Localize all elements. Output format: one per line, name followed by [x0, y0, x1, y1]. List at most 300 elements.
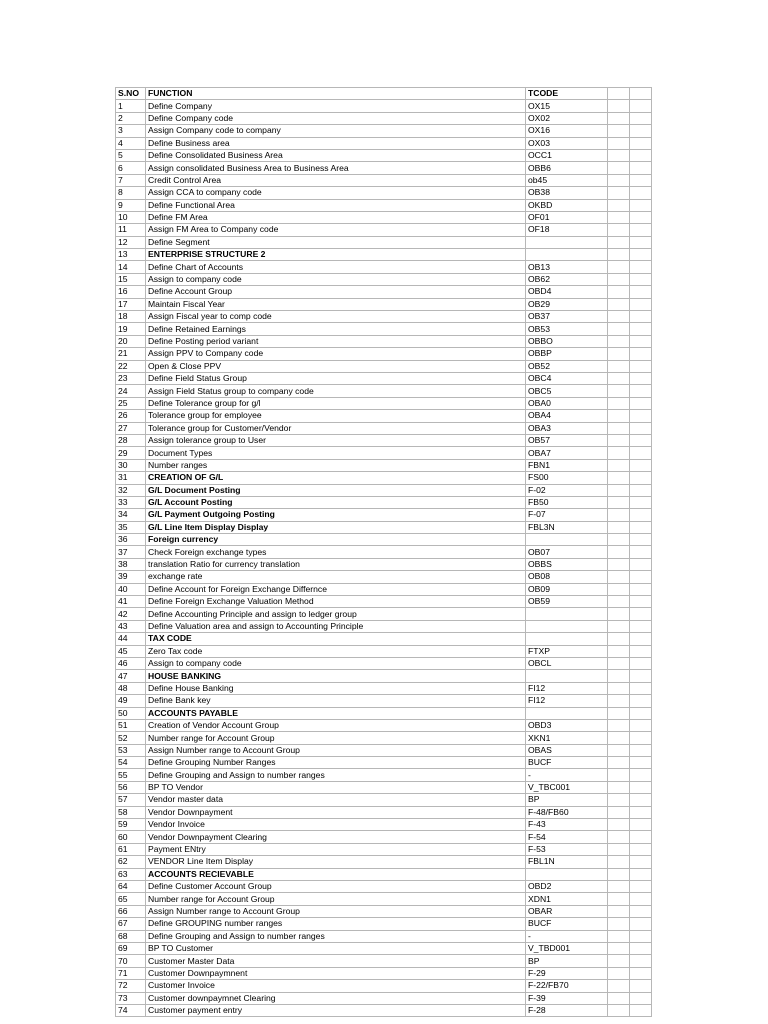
empty-cell	[630, 905, 652, 917]
empty-cell	[630, 112, 652, 124]
function-cell: TAX CODE	[146, 633, 526, 645]
table-row	[116, 112, 652, 124]
empty-cell	[630, 187, 652, 199]
tcode-cell: FS00	[526, 472, 608, 484]
function-cell: Open & Close PPV	[146, 360, 526, 372]
sno-cell: 37	[116, 546, 146, 558]
tcode-cell: FBL1N	[526, 856, 608, 868]
sno-cell: 21	[116, 348, 146, 360]
tcode-cell: OF18	[526, 224, 608, 236]
empty-cell	[608, 955, 630, 967]
table-row	[116, 571, 652, 583]
tcode-cell: OBAS	[526, 744, 608, 756]
sno-cell: 65	[116, 893, 146, 905]
empty-cell	[608, 1004, 630, 1016]
empty-cell	[630, 670, 652, 682]
sno-cell: 24	[116, 385, 146, 397]
table-row	[116, 819, 652, 831]
tcode-cell: BP	[526, 955, 608, 967]
function-cell: Define Foreign Exchange Valuation Method	[146, 596, 526, 608]
tcode-cell: OBBO	[526, 335, 608, 347]
tcode-cell: FI12	[526, 682, 608, 694]
tcode-cell: OBA0	[526, 397, 608, 409]
empty-cell	[608, 211, 630, 223]
function-cell: ACCOUNTS RECIEVABLE	[146, 868, 526, 880]
sno-cell: 33	[116, 496, 146, 508]
empty-cell	[630, 422, 652, 434]
sno-cell: 22	[116, 360, 146, 372]
empty-cell	[608, 819, 630, 831]
empty-cell	[608, 112, 630, 124]
sno-cell: 19	[116, 323, 146, 335]
function-cell: Maintain Fiscal Year	[146, 298, 526, 310]
tcode-cell: OB59	[526, 596, 608, 608]
function-cell: Define Company	[146, 100, 526, 112]
table-row	[116, 769, 652, 781]
table-row	[116, 125, 652, 137]
empty-cell	[608, 224, 630, 236]
empty-cell	[630, 794, 652, 806]
empty-cell	[608, 273, 630, 285]
tcode-cell	[526, 868, 608, 880]
tcode-cell: F-39	[526, 992, 608, 1004]
empty-cell	[630, 980, 652, 992]
table-row	[116, 298, 652, 310]
empty-cell	[630, 149, 652, 161]
table-row	[116, 620, 652, 632]
empty-cell	[630, 930, 652, 942]
empty-cell	[608, 732, 630, 744]
sno-cell: 56	[116, 781, 146, 793]
empty-cell	[608, 149, 630, 161]
empty-cell	[630, 534, 652, 546]
tcode-cell: ob45	[526, 174, 608, 186]
sno-cell: 49	[116, 695, 146, 707]
function-cell: Define GROUPING number ranges	[146, 918, 526, 930]
empty-cell	[608, 856, 630, 868]
function-cell: Customer downpaymnet Clearing	[146, 992, 526, 1004]
empty-cell	[608, 769, 630, 781]
tcode-cell: F-53	[526, 843, 608, 855]
sno-cell: 20	[116, 335, 146, 347]
table-row	[116, 657, 652, 669]
table-row	[116, 385, 652, 397]
sno-cell: 71	[116, 967, 146, 979]
empty-cell	[630, 682, 652, 694]
empty-cell	[630, 372, 652, 384]
table-row	[116, 806, 652, 818]
sno-cell: 39	[116, 571, 146, 583]
tcode-cell: OBCL	[526, 657, 608, 669]
sno-cell: 12	[116, 236, 146, 248]
empty-cell	[608, 967, 630, 979]
empty-cell	[608, 583, 630, 595]
sno-cell: 69	[116, 942, 146, 954]
function-cell: Assign Fiscal year to comp code	[146, 311, 526, 323]
empty-cell	[630, 162, 652, 174]
table-row	[116, 707, 652, 719]
tcode-cell: F-22/FB70	[526, 980, 608, 992]
table-row	[116, 211, 652, 223]
tcode-cell	[526, 608, 608, 620]
function-cell: BP TO Vendor	[146, 781, 526, 793]
sno-cell: 32	[116, 484, 146, 496]
empty-cell	[630, 199, 652, 211]
table-row	[116, 410, 652, 422]
empty-cell	[630, 744, 652, 756]
empty-cell	[630, 881, 652, 893]
table-row	[116, 992, 652, 1004]
sno-cell: 73	[116, 992, 146, 1004]
empty-cell	[630, 992, 652, 1004]
tcode-cell: OBA4	[526, 410, 608, 422]
tcode-cell: OBC5	[526, 385, 608, 397]
tcode-cell: FBL3N	[526, 521, 608, 533]
empty-cell	[608, 806, 630, 818]
table-row	[116, 335, 652, 347]
function-cell: Assign consolidated Business Area to Business Area	[146, 162, 526, 174]
function-cell: G/L Line Item Display Display	[146, 521, 526, 533]
empty-cell	[630, 806, 652, 818]
empty-cell	[608, 472, 630, 484]
empty-cell	[608, 174, 630, 186]
table-row	[116, 261, 652, 273]
header-tcode: TCODE	[526, 88, 608, 100]
empty-cell	[608, 335, 630, 347]
empty-cell	[630, 719, 652, 731]
function-cell: Define Bank key	[146, 695, 526, 707]
empty-cell	[630, 286, 652, 298]
sno-cell: 35	[116, 521, 146, 533]
function-cell: Number ranges	[146, 459, 526, 471]
table-row	[116, 868, 652, 880]
empty-cell	[630, 620, 652, 632]
tcode-cell: OX16	[526, 125, 608, 137]
empty-cell	[630, 348, 652, 360]
sno-cell: 23	[116, 372, 146, 384]
empty-cell	[630, 732, 652, 744]
tcode-table	[115, 87, 652, 1017]
empty-cell	[608, 521, 630, 533]
sno-cell: 61	[116, 843, 146, 855]
empty-cell	[630, 385, 652, 397]
tcode-cell	[526, 707, 608, 719]
sno-cell: 68	[116, 930, 146, 942]
function-cell: Assign Field Status group to company code	[146, 385, 526, 397]
tcode-cell: OF01	[526, 211, 608, 223]
tcode-cell: OBC4	[526, 372, 608, 384]
empty-cell	[630, 273, 652, 285]
table-row	[116, 719, 652, 731]
empty-cell	[608, 608, 630, 620]
empty-cell	[608, 980, 630, 992]
sno-cell: 70	[116, 955, 146, 967]
function-cell: Vendor Invoice	[146, 819, 526, 831]
tcode-cell: F-54	[526, 831, 608, 843]
table-row	[116, 484, 652, 496]
table-row	[116, 1004, 652, 1016]
table-row	[116, 757, 652, 769]
function-cell: Customer Downpaymnent	[146, 967, 526, 979]
tcode-cell: OB57	[526, 434, 608, 446]
table-row	[116, 509, 652, 521]
table-row	[116, 633, 652, 645]
tcode-cell: F-48/FB60	[526, 806, 608, 818]
function-cell: Define Company code	[146, 112, 526, 124]
empty-cell	[630, 546, 652, 558]
empty-cell	[608, 385, 630, 397]
empty-cell	[608, 137, 630, 149]
empty-cell	[630, 459, 652, 471]
sno-cell: 30	[116, 459, 146, 471]
empty-cell	[630, 174, 652, 186]
function-cell: ACCOUNTS PAYABLE	[146, 707, 526, 719]
header-sno: S.NO	[116, 88, 146, 100]
function-cell: Define Grouping Number Ranges	[146, 757, 526, 769]
table-row	[116, 608, 652, 620]
tcode-cell	[526, 633, 608, 645]
empty-cell	[608, 410, 630, 422]
table-row	[116, 224, 652, 236]
sno-cell: 54	[116, 757, 146, 769]
function-cell: HOUSE BANKING	[146, 670, 526, 682]
function-cell: BP TO Customer	[146, 942, 526, 954]
sno-cell: 6	[116, 162, 146, 174]
tcode-cell: BUCF	[526, 918, 608, 930]
function-cell: Vendor master data	[146, 794, 526, 806]
function-cell: Number range for Account Group	[146, 732, 526, 744]
function-cell: G/L Document Posting	[146, 484, 526, 496]
tcode-cell	[526, 534, 608, 546]
tcode-cell: F-28	[526, 1004, 608, 1016]
tcode-cell: F-02	[526, 484, 608, 496]
function-cell: Define Segment	[146, 236, 526, 248]
tcode-cell	[526, 620, 608, 632]
table-row	[116, 100, 652, 112]
sno-cell: 9	[116, 199, 146, 211]
empty-cell	[630, 942, 652, 954]
table-row	[116, 942, 652, 954]
table-row	[116, 930, 652, 942]
empty-cell	[630, 695, 652, 707]
sno-cell: 58	[116, 806, 146, 818]
table-row	[116, 149, 652, 161]
table-row	[116, 732, 652, 744]
table-row	[116, 162, 652, 174]
empty-cell	[630, 249, 652, 261]
function-cell: Define Account Group	[146, 286, 526, 298]
empty-cell	[630, 955, 652, 967]
table-row	[116, 397, 652, 409]
function-cell: Define House Banking	[146, 682, 526, 694]
empty-cell	[630, 707, 652, 719]
function-cell: G/L Account Posting	[146, 496, 526, 508]
function-cell: translation Ratio for currency translation	[146, 558, 526, 570]
function-cell: Customer payment entry	[146, 1004, 526, 1016]
empty-cell	[630, 657, 652, 669]
empty-cell	[608, 323, 630, 335]
empty-cell	[608, 930, 630, 942]
tcode-cell: OB08	[526, 571, 608, 583]
sno-cell: 51	[116, 719, 146, 731]
sno-cell: 11	[116, 224, 146, 236]
empty-cell	[630, 583, 652, 595]
empty-cell	[608, 348, 630, 360]
function-cell: Define Field Status Group	[146, 372, 526, 384]
function-cell: Credit Control Area	[146, 174, 526, 186]
sno-cell: 50	[116, 707, 146, 719]
empty-cell	[630, 224, 652, 236]
function-cell: Define Posting period variant	[146, 335, 526, 347]
tcode-cell: OBA3	[526, 422, 608, 434]
function-cell: Define FM Area	[146, 211, 526, 223]
tcode-cell: OB09	[526, 583, 608, 595]
sno-cell: 14	[116, 261, 146, 273]
empty-cell	[630, 819, 652, 831]
tcode-cell: V_TBD001	[526, 942, 608, 954]
function-cell: Check Foreign exchange types	[146, 546, 526, 558]
empty-cell	[608, 596, 630, 608]
sno-cell: 25	[116, 397, 146, 409]
function-cell: Define Accounting Principle and assign to ledger group	[146, 608, 526, 620]
function-cell: Assign Number range to Account Group	[146, 905, 526, 917]
empty-cell	[630, 311, 652, 323]
function-cell: Define Grouping and Assign to number ranges	[146, 930, 526, 942]
tcode-cell: OX15	[526, 100, 608, 112]
tcode-cell: V_TBC001	[526, 781, 608, 793]
tcode-cell: OB07	[526, 546, 608, 558]
empty-cell	[630, 843, 652, 855]
table-row	[116, 967, 652, 979]
sno-cell: 41	[116, 596, 146, 608]
table-row	[116, 645, 652, 657]
header-empty-cell	[630, 88, 652, 100]
empty-cell	[630, 447, 652, 459]
tcode-cell: BUCF	[526, 757, 608, 769]
empty-cell	[608, 744, 630, 756]
function-cell: Define Grouping and Assign to number ranges	[146, 769, 526, 781]
sno-cell: 42	[116, 608, 146, 620]
sno-cell: 47	[116, 670, 146, 682]
function-cell: exchange rate	[146, 571, 526, 583]
empty-cell	[608, 100, 630, 112]
empty-cell	[630, 645, 652, 657]
table-row	[116, 781, 652, 793]
tcode-cell: OBD4	[526, 286, 608, 298]
sno-cell: 43	[116, 620, 146, 632]
table-row	[116, 236, 652, 248]
empty-cell	[630, 360, 652, 372]
function-cell: Foreign currency	[146, 534, 526, 546]
empty-cell	[608, 682, 630, 694]
table-row	[116, 905, 652, 917]
sno-cell: 44	[116, 633, 146, 645]
empty-cell	[608, 695, 630, 707]
table-row	[116, 831, 652, 843]
sno-cell: 48	[116, 682, 146, 694]
tcode-cell: OBAR	[526, 905, 608, 917]
sno-cell: 52	[116, 732, 146, 744]
function-cell: Define Chart of Accounts	[146, 261, 526, 273]
header-row	[116, 88, 652, 100]
function-cell: Customer Master Data	[146, 955, 526, 967]
empty-cell	[630, 831, 652, 843]
empty-cell	[630, 472, 652, 484]
sno-cell: 18	[116, 311, 146, 323]
table-row	[116, 794, 652, 806]
tcode-cell: BP	[526, 794, 608, 806]
tcode-cell: OBBS	[526, 558, 608, 570]
function-cell: Number range for Account Group	[146, 893, 526, 905]
tcode-cell: F-07	[526, 509, 608, 521]
empty-cell	[630, 967, 652, 979]
empty-cell	[630, 509, 652, 521]
table-row	[116, 558, 652, 570]
empty-cell	[608, 893, 630, 905]
sno-cell: 67	[116, 918, 146, 930]
empty-cell	[608, 633, 630, 645]
sno-cell: 10	[116, 211, 146, 223]
header-function: FUNCTION	[146, 88, 526, 100]
function-cell: ENTERPRISE STRUCTURE 2	[146, 249, 526, 261]
function-cell: Assign to company code	[146, 657, 526, 669]
empty-cell	[608, 397, 630, 409]
sno-cell: 40	[116, 583, 146, 595]
sno-cell: 5	[116, 149, 146, 161]
tcode-cell: OCC1	[526, 149, 608, 161]
sno-cell: 64	[116, 881, 146, 893]
tcode-cell: FI12	[526, 695, 608, 707]
tcode-cell: OX03	[526, 137, 608, 149]
tcode-cell: -	[526, 769, 608, 781]
sno-cell: 7	[116, 174, 146, 186]
function-cell: Customer Invoice	[146, 980, 526, 992]
empty-cell	[630, 856, 652, 868]
sno-cell: 2	[116, 112, 146, 124]
function-cell: Vendor Downpayment Clearing	[146, 831, 526, 843]
sno-cell: 72	[116, 980, 146, 992]
table-row	[116, 856, 652, 868]
tcode-cell: XKN1	[526, 732, 608, 744]
table-row	[116, 583, 652, 595]
sno-cell: 3	[116, 125, 146, 137]
sno-cell: 26	[116, 410, 146, 422]
tcode-cell: OBBP	[526, 348, 608, 360]
empty-cell	[630, 484, 652, 496]
empty-cell	[608, 657, 630, 669]
empty-cell	[608, 831, 630, 843]
sno-cell: 36	[116, 534, 146, 546]
table-row	[116, 323, 652, 335]
empty-cell	[608, 125, 630, 137]
empty-cell	[630, 137, 652, 149]
empty-cell	[630, 125, 652, 137]
empty-cell	[608, 372, 630, 384]
empty-cell	[608, 162, 630, 174]
empty-cell	[608, 509, 630, 521]
empty-cell	[608, 484, 630, 496]
tcode-cell: OKBD	[526, 199, 608, 211]
table-row	[116, 534, 652, 546]
sno-cell: 8	[116, 187, 146, 199]
tcode-cell: OB53	[526, 323, 608, 335]
table-row	[116, 422, 652, 434]
sno-cell: 74	[116, 1004, 146, 1016]
tcode-cell	[526, 670, 608, 682]
tcode-cell: OB29	[526, 298, 608, 310]
empty-cell	[608, 905, 630, 917]
tcode-cell: FBN1	[526, 459, 608, 471]
